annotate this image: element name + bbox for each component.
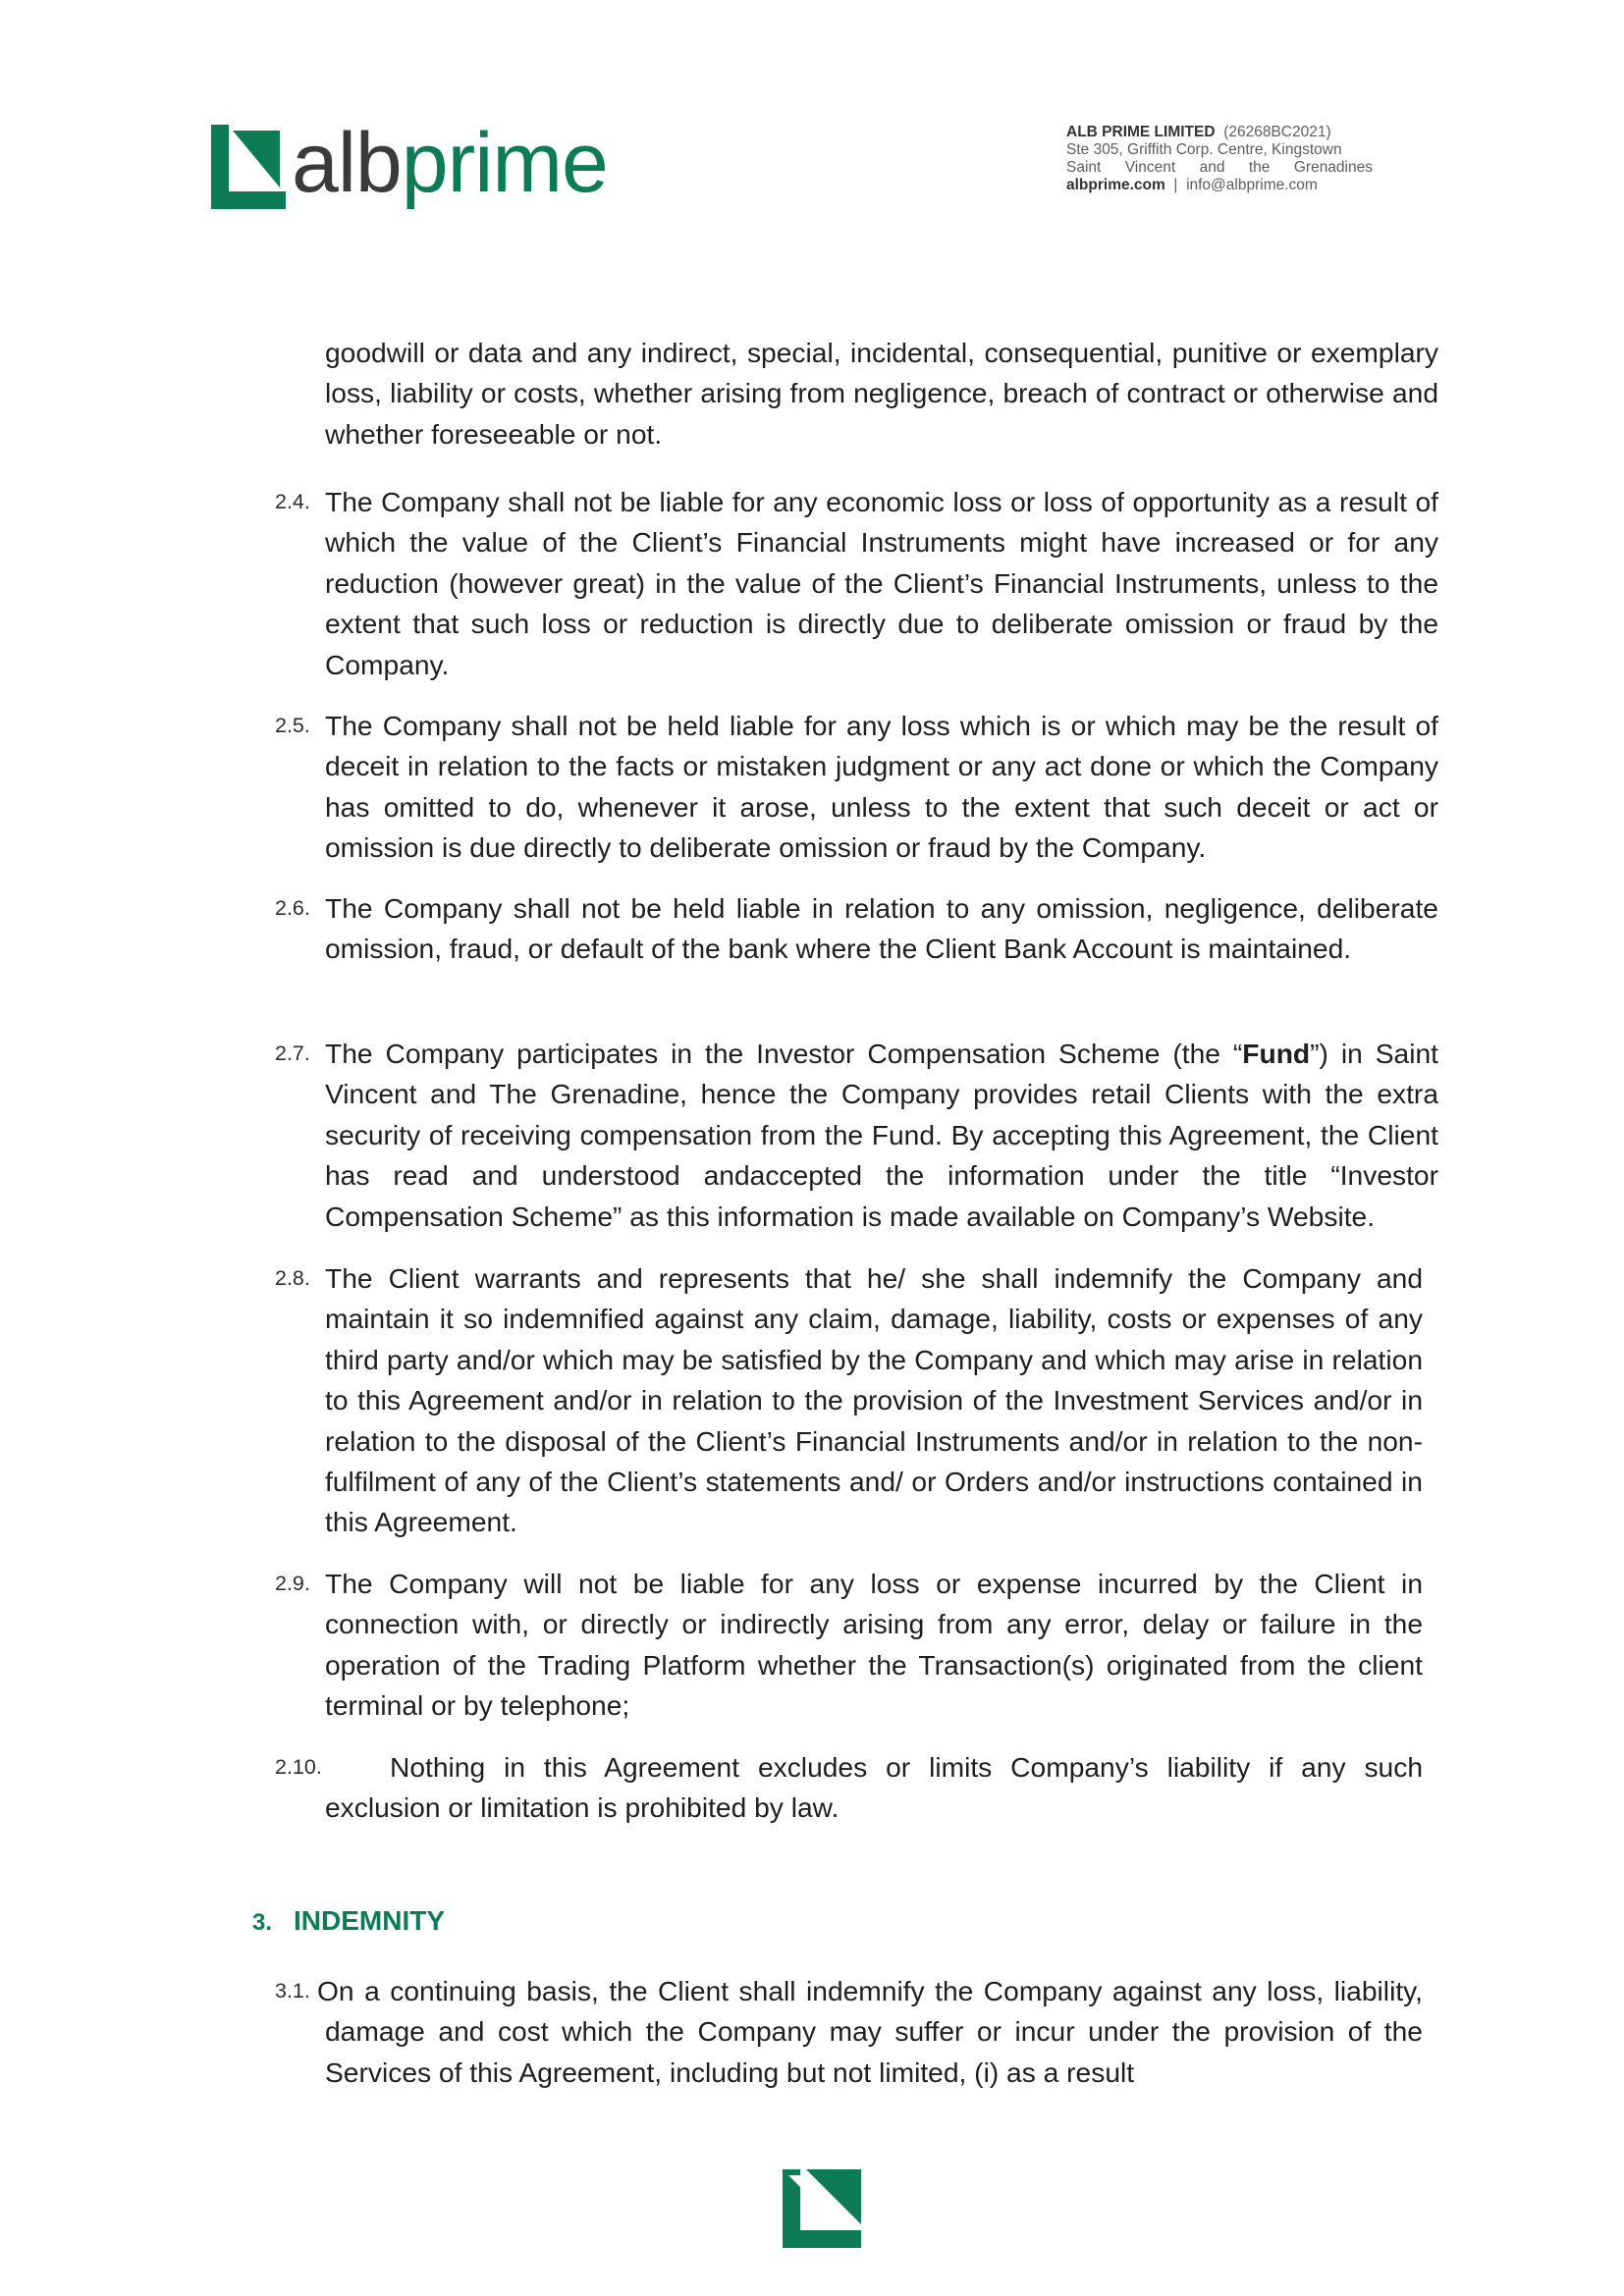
company-registration: (26268BC2021)	[1223, 124, 1331, 140]
company-logo	[211, 118, 608, 216]
company-website[interactable]: albprime.com	[1066, 177, 1165, 193]
company-name: ALB PRIME LIMITED	[1066, 124, 1216, 140]
clause-2-8	[325, 1258, 1423, 1543]
clause-number: 2.8.	[275, 1266, 310, 1290]
section-number: 3.	[252, 1909, 273, 1936]
clause-text-after: ”) in Saint Vincent and The Grenadine, hence the Company provides retail Clients with the extra security of receiving compensation from the Fund. By accepting this Agreement, the Client has read and understood andaccepted the information under the title “Investor Compensation Scheme” as this information is made available on Company’s Website.	[325, 1038, 1438, 1232]
section-title: INDEMNITY	[294, 1905, 446, 1936]
clause-text: On a continuing basis, the Client shall indemnify the Company against any loss, liability, damage and cost which the Company may suffer or incur under the provision of the Services of this Agreement, including but not limited, (i) as a result	[317, 1975, 1423, 2088]
logo-wordmark-prime: prime	[401, 116, 608, 210]
section-heading	[252, 1901, 445, 1943]
clause-number: 2.6.	[275, 896, 310, 920]
logo-wordmark	[292, 116, 608, 210]
clause-2-7	[325, 1034, 1438, 1237]
clause-2-9	[325, 1564, 1423, 1727]
logo-mark-icon	[211, 125, 286, 209]
clause-2-6	[325, 888, 1438, 970]
company-info	[1066, 124, 1373, 194]
clause-text-before: The Company participates in the Investor Compensation Scheme (the “	[325, 1038, 1243, 1069]
company-contact-line	[1066, 177, 1373, 194]
company-email[interactable]: info@albprime.com	[1186, 177, 1318, 193]
company-address-2: Saint Vincent and the Grenadines	[1066, 159, 1373, 176]
clause-2-10	[325, 1747, 1423, 1829]
clause-text: The Company shall not be liable for any economic loss or loss of opportunity as a result of which the value of the Client’s Financial Instruments might have increased or for any reduction (however great) in the value of the Client’s Financial Instruments, unless to the extent that such loss or reduction is directly due to deliberate omission or fraud by the Company.	[325, 486, 1438, 680]
continuation-paragraph	[325, 333, 1438, 454]
clause-number: 2.10.	[275, 1755, 322, 1779]
clause-number: 2.5.	[275, 714, 310, 737]
clause-text: Nothing in this Agreement excludes or limits Company’s liability if any such exclusion or limitation is prohibited by law.	[325, 1751, 1423, 1824]
contact-separator: |	[1173, 177, 1178, 193]
clause-number: 3.1.	[275, 1979, 310, 2002]
clause-text: The Client warrants and represents that he/ she shall indemnify the Company and maintain it so indemnified against any claim, damage, liability, costs or expenses of any third party and/or which may be satisfied by the Company and which may arise in relation to this Agreement and/or in relation to the provision of the Investment Services and/or in relation to the disposal of the Client’s Financial Instruments and/or in relation to the non-fulfilment of any of the Client’s statements and/ or Orders and/or instructions contained in this Agreement.	[325, 1262, 1423, 1538]
clause-number: 2.4.	[275, 490, 310, 513]
footer-logo-icon	[783, 2169, 861, 2248]
continuation-text: goodwill or data and any indirect, special, incidental, consequential, punitive or exemplary loss, liability or costs, whether arising from negligence, breach of contract or otherwise and whether foreseeable or not.	[325, 337, 1438, 450]
clause-number: 2.9.	[275, 1572, 310, 1595]
company-address-1: Ste 305, Griffith Corp. Centre, Kingstown	[1066, 141, 1342, 158]
clause-number: 2.7.	[275, 1041, 310, 1065]
clause-3-1	[317, 1971, 1423, 2093]
clause-text: The Company shall not be held liable for any loss which is or which may be the result of deceit in relation to the facts or mistaken judgment or any act done or which the Company has omitted to do, whenever it arose, unless to the extent that such deceit or act or omission is due directly to deliberate omission or fraud by the Company.	[325, 710, 1438, 864]
fund-term: Fund	[1242, 1038, 1311, 1069]
clause-text	[325, 1034, 1438, 1237]
company-name-line	[1066, 124, 1373, 141]
clause-text: The Company shall not be held liable in relation to any omission, negligence, deliberate omission, fraud, or default of the bank where the Client Bank Account is maintained.	[325, 892, 1438, 965]
logo-wordmark-alb: alb	[292, 116, 402, 210]
clause-text: The Company will not be liable for any loss or expense incurred by the Client in connection with, or directly or indirectly arising from any error, delay or failure in the operation of the Trading Platform whether the Transaction(s) originated from the client terminal or by telephone;	[325, 1568, 1423, 1722]
clause-2-5	[325, 706, 1438, 869]
clause-2-4	[325, 482, 1438, 685]
